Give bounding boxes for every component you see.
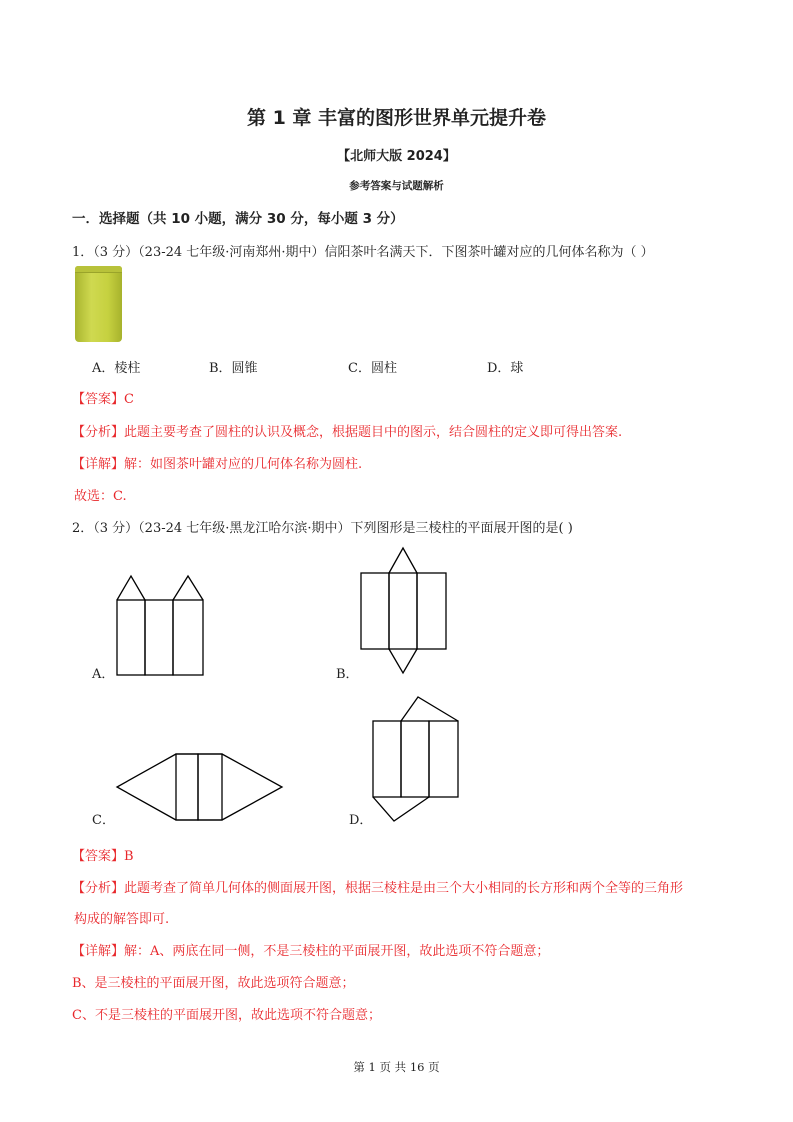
q1-conclusion: 故选：C. [74,489,127,504]
section-heading: 一．选择题（共 10 小题，满分 30 分，每小题 3 分） [72,211,404,227]
page-number: 第 1 页 共 16 页 [353,1060,440,1074]
figure-a-net [117,576,203,675]
q1-answer: 【答案】C [72,392,134,407]
edition-label: 【北师大版 2024】 [337,149,456,164]
figure-a-label: A． [92,667,115,682]
q1-option-a: A．棱柱 [92,361,141,376]
subtitle: 参考答案与试题解析 [349,180,444,192]
page-title: 第 1 章 丰富的图形世界单元提升卷 [246,107,547,129]
q2-detail-line3: C、不是三棱柱的平面展开图，故此选项不符合题意； [72,1008,381,1023]
figure-b-label: B． [336,667,359,682]
figure-c-label: C． [92,813,115,828]
q2-detail-line2: B、是三棱柱的平面展开图，故此选项符合题意； [72,976,355,991]
q2-stem: 2．（3 分）（23-24 七年级·黑龙江哈尔滨·期中）下列图形是三棱柱的平面展开图的是( ) [72,521,573,536]
q1-analysis: 【分析】此题主要考查了圆柱的认识及概念，根据题目中的图示，结合圆柱的定义即可得出答案. [72,425,623,440]
figure-b-net [361,548,446,673]
q1-stem: 1．（3 分）（23-24 七年级·河南郑州·期中）信阳茶叶名满天下．下图茶叶罐对应的几何体名称为（ ） [72,245,654,260]
q1-option-c: C．圆柱 [348,361,397,376]
q1-option-b: B．圆锥 [209,361,258,376]
q1-detail: 【详解】解：如图茶叶罐对应的几何体名称为圆柱. [72,457,363,472]
figure-d-label: D． [349,813,373,828]
figure-c-net [117,754,282,820]
q1-option-d: D．球 [487,361,524,376]
q2-detail-line1: 【详解】解：A、两底在同一侧，不是三棱柱的平面展开图，故此选项不符合题意； [72,944,550,959]
q2-analysis-line1: 【分析】此题考查了简单几何体的侧面展开图，根据三棱柱是由三个大小相同的长方形和两个全等的三角形 [72,881,684,896]
q2-analysis-line2: 构成的解答即可. [74,912,170,927]
q2-answer: 【答案】B [72,849,134,864]
figure-d-net [373,697,458,821]
